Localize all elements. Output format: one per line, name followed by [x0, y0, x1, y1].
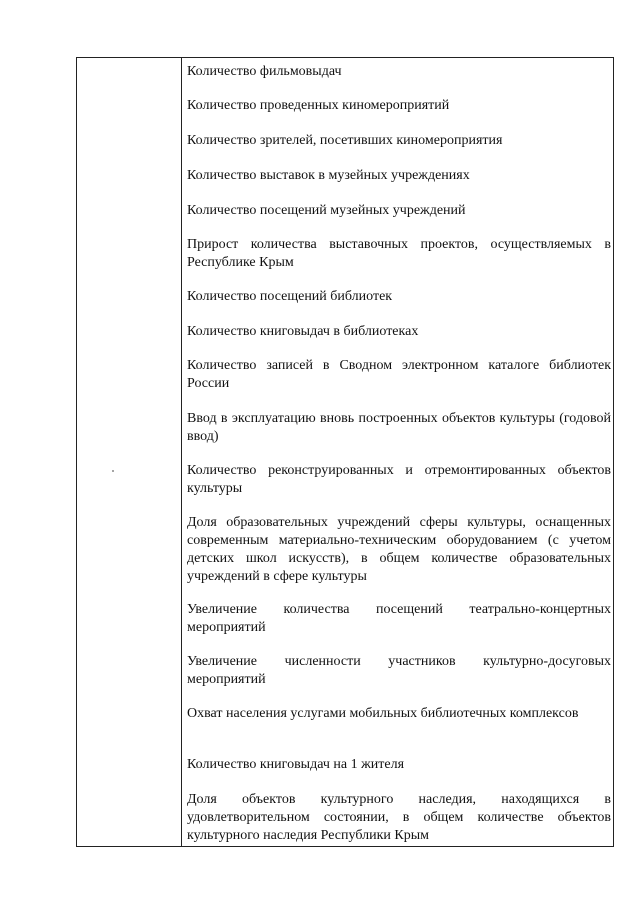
indicator-item: Количество фильмовыдач	[187, 64, 342, 79]
indicator-item: Ввод в эксплуатацию вновь построенных объектов культуры (годовой ввод)	[187, 411, 611, 444]
indicator-item: Количество зрителей, посетивших киномероприятия	[187, 133, 503, 148]
indicator-item: Количество посещений музейных учреждений	[187, 203, 466, 218]
indicator-item: Количество выставок в музейных учреждениях	[187, 168, 470, 183]
indicator-item: Количество книговыдач на 1 жителя	[187, 757, 405, 772]
indicator-item: Количество посещений библиотек	[187, 289, 393, 304]
indicator-item: Количество реконструированных и отремонтированных объектов культуры	[187, 463, 611, 496]
scan-speck	[112, 470, 114, 472]
indicator-item: Увеличение численности участников культурно-досуговых мероприятий	[187, 654, 611, 687]
indicator-item: Количество книговыдач в библиотеках	[187, 324, 419, 339]
indicator-item: Количество проведенных киномероприятий	[187, 98, 450, 113]
indicator-item: Доля образовательных учреждений сферы культуры, оснащенных современным материально-техническим оборудованием (с учетом детских школ искусств), в общем количестве образовательных учреждений в сфере культуры	[187, 515, 611, 584]
indicator-item: Охват населения услугами мобильных библиотечных комплексов	[187, 706, 579, 721]
indicator-item: Доля объектов культурного наследия, находящихся в удовлетворительном состоянии, в общем количестве объектов культурного наследия Республики Крым	[187, 792, 611, 843]
indicator-item: Количество записей в Сводном электронном каталоге библиотек России	[187, 358, 611, 391]
column-divider	[181, 57, 182, 847]
indicator-item: Увеличение количества посещений театрально-концертных мероприятий	[187, 602, 611, 635]
indicator-item: Прирост количества выставочных проектов, осуществляемых в Республике Крым	[187, 237, 611, 270]
